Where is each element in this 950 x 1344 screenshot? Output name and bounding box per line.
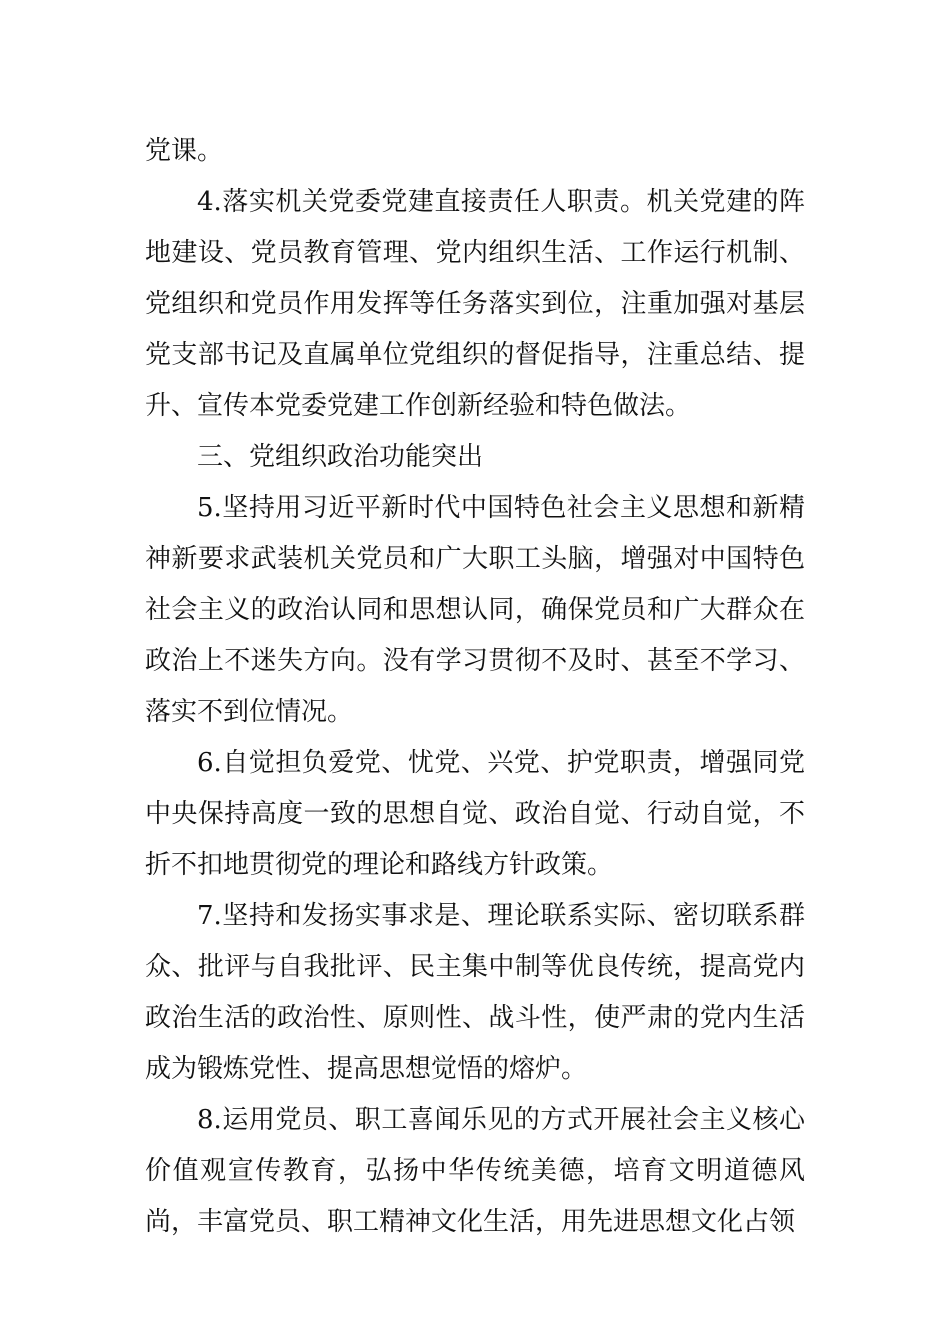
paragraph-item-8: 8.运用党员、职工喜闻乐见的方式开展社会主义核心价值观宣传教育，弘扬中华传统美德，培育文明道德风尚，丰富党员、职工精神文化生活，用先进思想文化占领	[145, 1105, 805, 1237]
paragraph-item-6: 6.自觉担负爱党、忧党、兴党、护党职责，增强同党中央保持高度一致的思想自觉、政治自觉、行动自觉，不折不扣地贯彻党的理论和路线方针政策。	[145, 748, 805, 880]
paragraph-item-5: 5.坚持用习近平新时代中国特色社会主义思想和新精神新要求武装机关党员和广大职工头脑，增强对中国特色社会主义的政治认同和思想认同，确保党员和广大群众在政治上不迷失方向。没有学习贯彻不及时、甚至不学习、落实不到位情况。	[145, 493, 805, 727]
paragraph-item-7: 7.坚持和发扬实事求是、理论联系实际、密切联系群众、批评与自我批评、民主集中制等优良传统，提高党内政治生活的政治性、原则性、战斗性，使严肃的党内生活成为锻炼党性、提高思想觉悟的熔炉。	[145, 901, 805, 1084]
paragraph-item-4: 4.落实机关党委党建直接责任人职责。机关党建的阵地建设、党员教育管理、党内组织生活、工作运行机制、党组织和党员作用发挥等任务落实到位，注重加强对基层党支部书记及直属单位党组织的督促指导，注重总结、提升、宣传本党委党建工作创新经验和特色做法。	[145, 187, 805, 421]
section-heading-3: 三、党组织政治功能突出	[197, 442, 484, 472]
paragraph-continuation: 党课。	[145, 136, 224, 166]
document-body	[145, 126, 805, 1248]
